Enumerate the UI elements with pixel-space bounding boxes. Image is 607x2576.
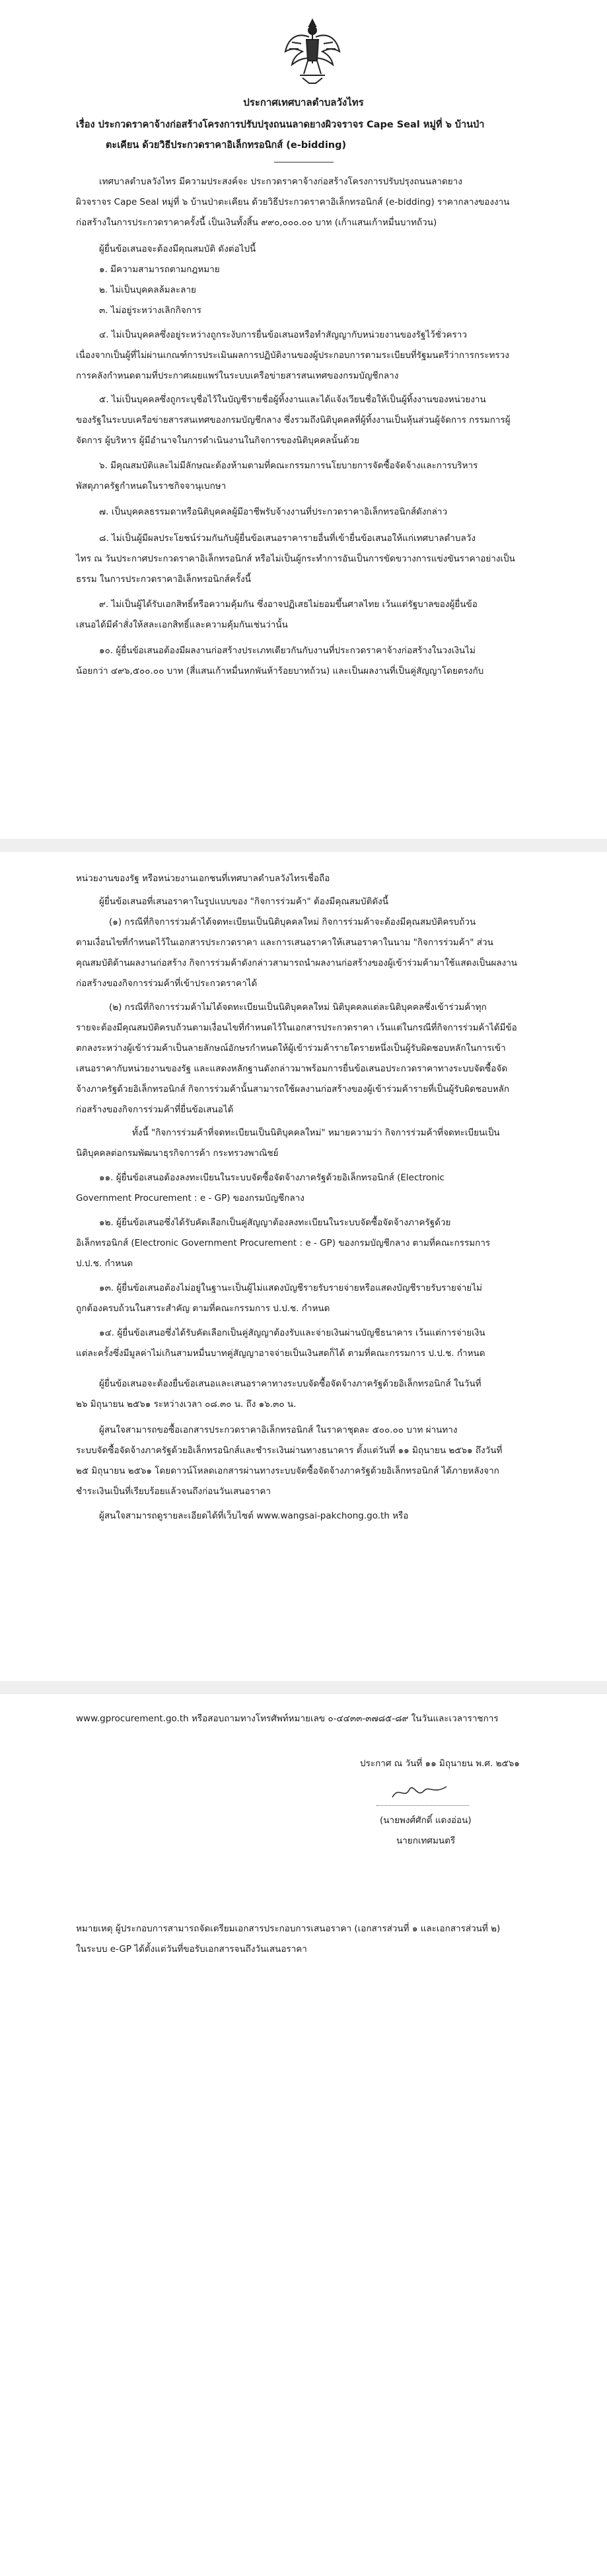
signature-line — [376, 1805, 469, 1806]
body-line: ชำระเงินเป็นที่เรียบร้อยแล้วจนถึงก่อนวันเสนอราคา — [76, 1486, 271, 1497]
body-line: จ้างภาครัฐด้วยอิเล็กทรอนิกส์ กิจการร่วมค้านั้นสามารถใช้ผลงานก่อสร้างของผู้เข้าร่วมค้ารายที่เป็นผู้รับผิดชอบหลัก — [76, 1084, 510, 1094]
body-line: เทศบาลตำบลวังไทร มีความประสงค์จะ ประกวดราคาจ้างก่อสร้างโครงการปรับปรุงถนนลาดยาง — [99, 176, 462, 187]
qualification-item: ๖. มีคุณสมบัติและไม่มีลักษณะต้องห้ามตามที่คณะกรรมการนโยบายการจัดซื้อจัดจ้างและการบริหาร — [99, 460, 478, 471]
body-line: อิเล็กทรอนิกส์ (Electronic Government Procurement : e - GP) ของกรมบัญชีกลาง ตามที่คณะกรรมการ — [76, 1238, 491, 1248]
body-line: แต่ละครั้งซึ่งมีมูลค่าไม่เกินสามหมื่นบาทคู่สัญญาอาจจ่ายเป็นเงินสดก็ได้ ตามที่คณะกรรมการ ป.ป.ช. กำหนด — [76, 1348, 485, 1359]
body-line: ๒๖ มิถุนายน ๒๕๖๑ ระหว่างเวลา ๐๘.๓๐ น. ถึง ๑๖.๓๐ น. — [76, 1399, 297, 1410]
body-line: ของรัฐในระบบเครือข่ายสารสนเทศของกรมบัญชีกลาง ซึ่งรวมถึงนิติบุคคลที่ผู้ทิ้งงานเป็นหุ้นส่วนผู้จัดการ กรรมการผู้ — [76, 415, 511, 425]
body-line: ผิวจราจร Cape Seal หมู่ที่ ๖ บ้านป่าตะเคียน ด้วยวิธีประกวดราคาอิเล็กทรอนิกส์ (e-bidding) ราคากลางของงาน — [76, 197, 510, 207]
qualification-item: ๕. ไม่เป็นบุคคลซึ่งถูกระบุชื่อไว้ในบัญชีรายชื่อผู้ทิ้งงานและได้แจ้งเวียนชื่อให้เป็นผู้ทิ้งงานของหน่วยงาน — [99, 394, 486, 405]
note-line: หมายเหตุ ผู้ประกอบการสามารถจัดเตรียมเอกสารประกอบการเสนอราคา (เอกสารส่วนที่ ๑ และเอกสารส่วนที่ ๒) — [76, 1923, 501, 1934]
body-line: ป.ป.ช. กำหนด — [76, 1258, 133, 1269]
body-line: ผู้ยื่นข้อเสนอที่เสนอราคาในรูปแบบของ "กิจการร่วมค้า" ต้องมีคุณสมบัติดังนี้ — [99, 896, 388, 907]
subject-line-continued: ตะเคียน ด้วยวิธีประกวดราคาอิเล็กทรอนิกส์ (e-bidding) — [106, 140, 347, 151]
garuda-emblem-icon — [283, 17, 342, 89]
body-line: (๑) กรณีที่กิจการร่วมค้าได้จดทะเบียนเป็นนิติบุคคลใหม่ กิจการร่วมค้าจะต้องมีคุณสมบัติครบถ้วน — [109, 917, 476, 927]
handwritten-signature — [390, 1780, 449, 1804]
body-line: ถูกต้องครบถ้วนในสาระสำคัญ ตามที่คณะกรรมการ ป.ป.ช. กำหนด — [76, 1303, 330, 1314]
signer-name: (นายพงศ์ศักดิ์ แดงอ่อน) — [380, 1815, 472, 1826]
body-line: ก่อสร้างในการประกวดราคาครั้งนี้ เป็นเงินทั้งสิ้น ๙๙๐,๐๐๐.๐๐ บาท (เก้าแสนเก้าหมื่นบาทถ้วน) — [76, 217, 437, 228]
contact-line: www.gprocurement.go.th หรือสอบถามทางโทรศัพท์หมายเลข ๐-๔๔๓๓-๓๗๘๕-๘๙ ในวันและเวลาราชการ — [76, 1713, 499, 1724]
body-line: ธรรม ในการประกวดราคาอิเล็กทรอนิกส์ครั้งนี้ — [76, 574, 251, 585]
qualification-item: ๑๐. ผู้ยื่นข้อเสนอต้องมีผลงานก่อสร้างประเภทเดียวกันกับงานที่ประกวดราคาจ้างก่อสร้างในวงเงินไม่ — [99, 645, 476, 656]
qualification-item: ๔. ไม่เป็นบุคคลซึ่งอยู่ระหว่างถูกระงับการยื่นข้อเสนอหรือทำสัญญากับหน่วยงานของรัฐไว้ชั่วคราว — [99, 330, 467, 340]
body-line: จัดการ ผู้บริหาร ผู้มีอำนาจในการดำเนินงานในกิจการของนิติบุคคลนั้นด้วย — [76, 435, 360, 446]
body-line: ตามเงื่อนไขที่กำหนดไว้ในเอกสารประกวดราคา และการเสนอราคาให้เสนอราคาในนาม "กิจการร่วมค้า" ส่วน — [76, 937, 493, 948]
body-line: (๒) กรณีที่กิจการร่วมค้าไม่ได้จดทะเบียนเป็นนิติบุคคลใหม่ นิติบุคคลแต่ละนิติบุคคลซึ่งเข้าร่วมค้าทุก — [109, 1002, 487, 1013]
body-line: ไทร ณ วันประกาศประกวดราคาอิเล็กทรอนิกส์ หรือไม่เป็นผู้กระทำการอันเป็นการขัดขวางการแข่งขันราคาอย่างเป็น — [76, 554, 515, 564]
body-line: ระบบจัดซื้อจัดจ้างภาครัฐด้วยอิเล็กทรอนิกส์และชำระเงินผ่านทางธนาคาร ตั้งแต่วันที่ ๑๑ มิถุนายน ๒๕๖๑ ถึงวันที่ — [76, 1445, 503, 1456]
body-line: ก่อสร้างของกิจการร่วมค้าที่ยื่นข้อเสนอได้ — [76, 1104, 234, 1115]
body-line: ๒๕ มิถุนายน ๒๕๖๑ โดยดาวน์โหลดเอกสารผ่านทางระบบจัดซื้อจัดจ้างภาครัฐด้วยอิเล็กทรอนิกส์ ได้ภายหลังจาก — [76, 1466, 499, 1476]
qualification-item: ๑. มีความสามารถตามกฎหมาย — [99, 264, 220, 275]
document-page-3 — [0, 1694, 607, 2576]
document-page-1 — [0, 0, 607, 839]
body-line: น้อยกว่า ๔๙๖,๕๐๐.๐๐ บาท (สี่แสนเก้าหมื่นหกพันห้าร้อยบาทถ้วน) และเป็นผลงานที่เป็นคู่สัญญาโดยตรงกับ — [76, 666, 484, 676]
subject-line: เรื่อง ประกวดราคาจ้างก่อสร้างโครงการปรับปรุงถนนลาดยางผิวจราจร Cape Seal หมู่ที่ ๖ บ้านป่า — [76, 120, 485, 130]
body-line: Government Procurement : e - GP) ของกรมบัญชีกลาง — [76, 1193, 304, 1203]
qualification-item: ๘. ไม่เป็นผู้มีผลประโยชน์ร่วมกันกับผู้ยื่นข้อเสนอราคารายอื่นที่เข้ายื่นข้อเสนอให้แก่เทศบาลตำบลวัง — [99, 533, 476, 544]
qualification-item: ๑๔. ผู้ยื่นข้อเสนอซึ่งได้รับคัดเลือกเป็นคู่สัญญาต้องรับและจ่ายเงินผ่านบัญชีธนาคาร เว้นแต่การจ่ายเงิน — [99, 1328, 485, 1338]
body-line: รายจะต้องมีคุณสมบัติครบถ้วนตามเงื่อนไขที่กำหนดไว้ในเอกสารประกวดราคา เว้นแต่ในกรณีที่กิจการร่วมค้าได้มีข้อ — [76, 1022, 517, 1033]
document-page-2 — [0, 852, 607, 1681]
body-line: หน่วยงานของรัฐ หรือหน่วยงานเอกชนที่เทศบาลตำบลวังไทรเชื่อถือ — [76, 873, 330, 884]
announce-date: ประกาศ ณ วันที่ ๑๑ มิถุนายน พ.ศ. ๒๕๖๑ — [360, 1758, 520, 1769]
body-line: เสนอได้มีคำสั่งให้สละเอกสิทธิ์และความคุ้มกันเช่นว่านั้น — [76, 620, 288, 630]
note-line: ในระบบ e-GP ได้ตั้งแต่วันที่ขอรับเอกสารจนถึงวันเสนอราคา — [76, 1944, 307, 1954]
body-line: ผู้สนใจสามารถขอซื้อเอกสารประกวดราคาอิเล็กทรอนิกส์ ในราคาชุดละ ๕๐๐.๐๐ บาท ผ่านทาง — [99, 1425, 458, 1435]
qualification-item: ๑๑. ผู้ยื่นข้อเสนอต้องลงทะเบียนในระบบจัดซื้อจัดจ้างภาครัฐด้วยอิเล็กทรอนิกส์ (Electronic — [99, 1172, 445, 1183]
body-line: การคลังกำหนดตามที่ประกาศเผยแพร่ในระบบเครือข่ายสารสนเทศของกรมบัญชีกลาง — [76, 371, 399, 381]
body-line: ผู้ยื่นข้อเสนอจะต้องมีคุณสมบัติ ดังต่อไปนี้ — [99, 244, 256, 254]
body-line: คุณสมบัติด้านผลงานก่อสร้าง กิจการร่วมค้าดังกล่าวสามารถนำผลงานก่อสร้างของผู้เข้าร่วมค้ามาใช้แสดงเป็นผลงาน — [76, 958, 518, 968]
body-line: ผู้ยื่นข้อเสนอจะต้องยื่นข้อเสนอและเสนอราคาทางระบบจัดซื้อจัดจ้างภาครัฐด้วยอิเล็กทรอนิกส์ ในวันที่ — [99, 1378, 482, 1389]
signer-title: นายกเทศมนตรี — [396, 1836, 456, 1846]
body-line: เนื่องจากเป็นผู้ที่ไม่ผ่านเกณฑ์การประเมินผลการปฏิบัติงานของผู้ประกอบการตามระเบียบที่รัฐมนตรีว่าการกระทรวง — [76, 350, 509, 361]
body-line: ก่อสร้างของกิจการร่วมค้าที่เข้าประกวดราคาได้ — [76, 978, 258, 989]
org-title: ประกาศเทศบาลตำบลวังไทร — [243, 96, 364, 108]
body-line: เสนอราคากับหน่วยงานของรัฐ และแสดงหลักฐานดังกล่าวมาพร้อมการยื่นข้อเสนอประกวดราคาทางระบบจัดซื้อจัด — [76, 1063, 508, 1074]
body-line: ตกลงระหว่างผู้เข้าร่วมค้าเป็นลายลักษณ์อักษรกำหนดให้ผู้เข้าร่วมค้ารายใดรายหนึ่งเป็นผู้รับผิดชอบหลักในการเข้า — [76, 1043, 506, 1054]
body-line: ทั้งนี้ "กิจการร่วมค้าที่จดทะเบียนเป็นนิติบุคคลใหม่" หมายความว่า กิจการร่วมค้าที่จดทะเบียนเป็น — [132, 1127, 500, 1138]
body-line: พัสดุภาครัฐกำหนดในราชกิจจานุเบกษา — [76, 481, 227, 491]
qualification-item: ๒. ไม่เป็นบุคคลล้มละลาย — [99, 285, 196, 295]
qualification-item: ๑๓. ผู้ยื่นข้อเสนอต้องไม่อยู่ในฐานะเป็นผู้ไม่แสดงบัญชีรายรับรายจ่ายหรือแสดงบัญชีรายรับรายจ่ายไม่ — [99, 1283, 482, 1293]
qualification-item: ๓. ไม่อยู่ระหว่างเลิกกิจการ — [99, 305, 201, 316]
qualification-item: ๑๒. ผู้ยื่นข้อเสนอซึ่งได้รับคัดเลือกเป็นคู่สัญญาต้องลงทะเบียนในระบบจัดซื้อจัดจ้างภาครัฐด้วย — [99, 1217, 451, 1228]
website-line: ผู้สนใจสามารถดูรายละเอียดได้ที่เว็บไซต์ www.wangsai-pakchong.go.th หรือ — [99, 1511, 409, 1521]
body-line: นิติบุคคลต่อกรมพัฒนาธุรกิจการค้า กระทรวงพาณิชย์ — [76, 1148, 279, 1159]
qualification-item: ๙. ไม่เป็นผู้ได้รับเอกสิทธิ์หรือความคุ้มกัน ซึ่งอาจปฏิเสธไม่ยอมขึ้นศาลไทย เว้นแต่รัฐบาลของผู้ยื่นข้อ — [99, 599, 478, 610]
qualification-item: ๗. เป็นบุคคลธรรมดาหรือนิติบุคคลผู้มีอาชีพรับจ้างงานที่ประกวดราคาอิเล็กทรอนิกส์ดังกล่าว — [99, 507, 448, 517]
